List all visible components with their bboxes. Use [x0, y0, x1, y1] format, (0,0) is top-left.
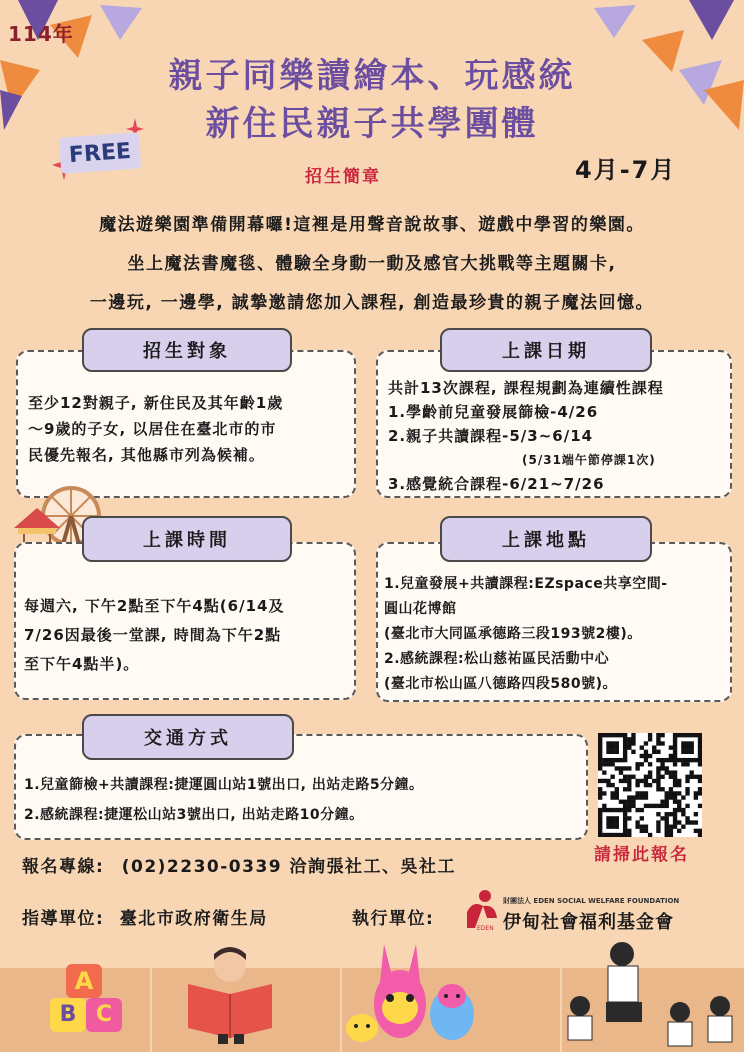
- exec-label: 執行單位:: [352, 909, 435, 929]
- guide-label: 指導單位:: [22, 909, 105, 929]
- title-line-2: 新住民親子共學團體: [205, 104, 539, 144]
- qr-caption: 請掃此報名: [594, 845, 689, 865]
- qr-code[interactable]: [598, 733, 702, 837]
- floor-line: [150, 968, 152, 1052]
- guide-unit: [22, 904, 268, 929]
- intro-line-1: 魔法遊樂園準備開幕囉!這裡是用聲音說故事、遊戲中學習的樂園。: [99, 215, 645, 235]
- title-line-1: 親子同樂讀繪本、玩感統: [168, 56, 576, 96]
- location-title: 上課地點: [440, 516, 652, 562]
- teacher-children-illustration: [560, 936, 744, 1052]
- hotline: [22, 852, 456, 877]
- guide-value: 臺北市政府衛生局: [119, 909, 268, 929]
- year-label: 114年: [8, 22, 74, 46]
- eden-logo-text: EDEN: [477, 925, 494, 932]
- block-c: C: [86, 998, 122, 1032]
- time-text: 每週六, 下午2點至下午4點(6/14及 7/26因最後一堂課, 時間為下午2點 至下午4點半)。: [24, 597, 285, 673]
- hotline-label: 報名專線:: [22, 857, 105, 877]
- time-title: 上課時間: [82, 516, 292, 562]
- qr-code-image: [598, 733, 702, 837]
- intro-line-2: 坐上魔法書魔毯、體驗全身動一動及感官大挑戰等主題關卡,: [127, 254, 617, 274]
- date-range: 4月-7月: [575, 156, 677, 184]
- org-small-text: 財團法人 EDEN SOCIAL WELFARE FOUNDATION: [503, 897, 680, 905]
- target-title: 招生對象: [82, 328, 292, 372]
- free-tag: FREE: [59, 132, 141, 173]
- dates-text: 共計13次課程, 課程規劃為連續性課程 1.學齡前兒童發展篩檢-4/26 2.親子共讀課程-5/3~6/14 (5/31端午節停課1次) 3.感覺統合課程-6/21~7/26: [388, 379, 664, 493]
- subtitle: 招生簡章: [305, 167, 381, 187]
- block-b: B: [50, 998, 86, 1032]
- intro-line-3: 一邊玩, 一邊學, 誠摯邀請您加入課程, 創造最珍貴的親子魔法回憶。: [89, 293, 655, 313]
- eden-logo-icon: [463, 888, 499, 932]
- block-a: A: [66, 964, 102, 998]
- org-name: 伊甸社會福利基金會: [503, 912, 674, 933]
- transport-title: 交通方式: [82, 714, 294, 760]
- location-text: 1.兒童發展+共讀課程:EZspace共享空間- 圓山花博館 (臺北市大同區承德路三段193號2樓)。 2.感統課程:松山慈祐區民活動中心 (臺北市松山區八德路四段580號)。: [384, 576, 668, 692]
- hotline-value: (02)2230-0339 洽詢張社工、吳社工: [121, 857, 457, 877]
- transport-text: 1.兒童篩檢+共讀課程:捷運圓山站1號出口, 出站走路5分鐘。 2.感統課程:捷運松山站3號出口, 出站走路10分鐘。: [24, 777, 424, 823]
- dates-title: 上課日期: [440, 328, 652, 372]
- reading-child-illustration: [180, 944, 280, 1044]
- toy-figures-illustration: [340, 942, 490, 1042]
- target-text: 至少12對親子, 新住民及其年齡1歲 ～9歲的子女, 以居住在臺北市的市 民優先報名, 其他縣市列為候補。: [28, 394, 284, 464]
